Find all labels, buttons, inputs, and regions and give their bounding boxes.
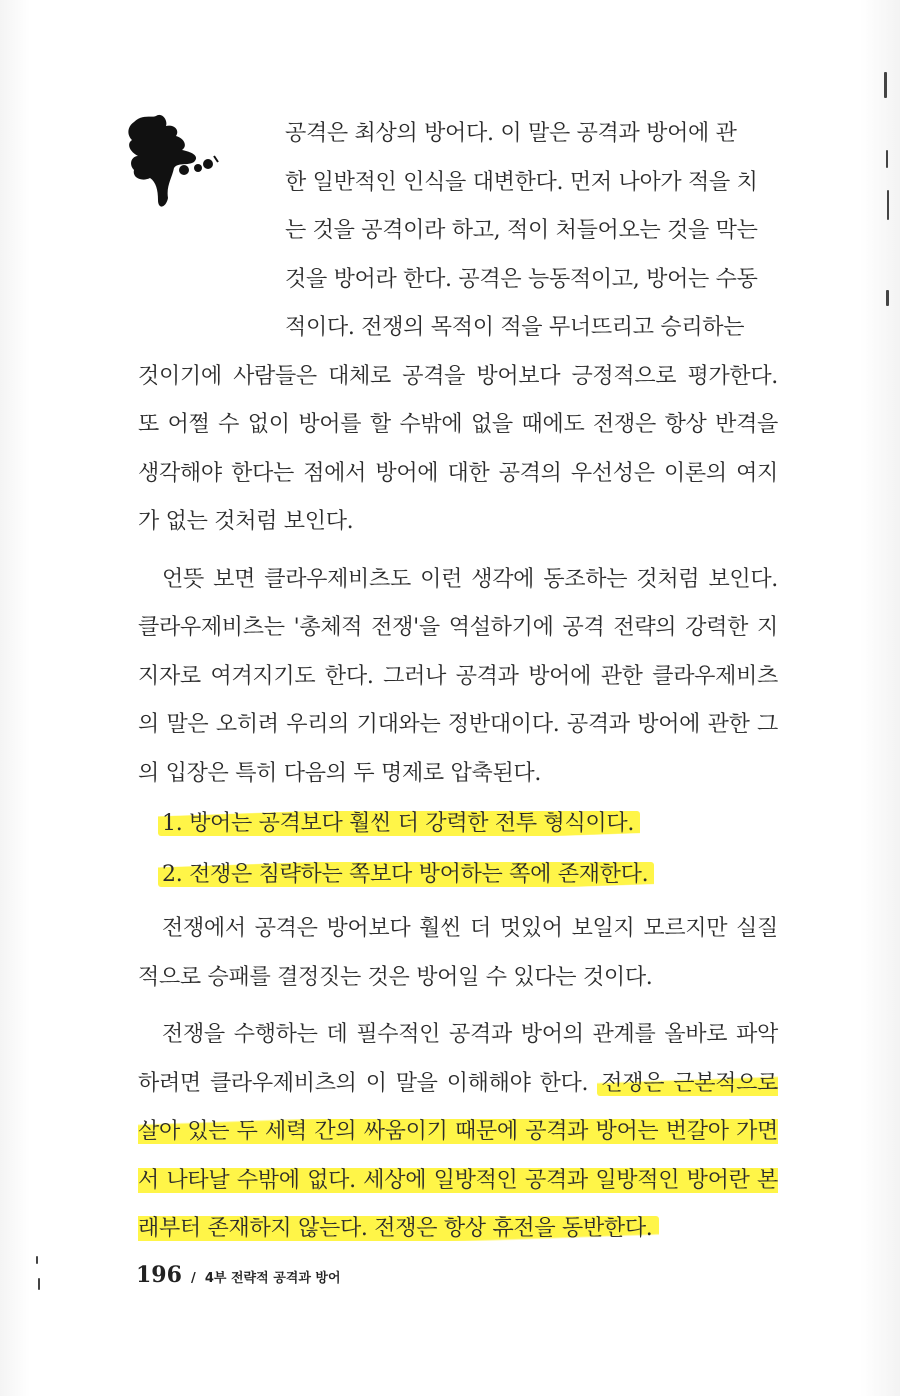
scan-mark — [886, 150, 888, 168]
paragraph-1-indented-lines — [138, 110, 778, 353]
page-footer — [136, 1262, 341, 1288]
scan-mark — [36, 1256, 38, 1264]
scan-mark — [884, 72, 887, 98]
paragraph-1-line-5: 적이다. 전쟁의 목적이 적을 무너뜨리고 승리하는 — [285, 315, 745, 340]
paragraph-1-line-2: 한 일반적인 인식을 대변한다. 먼저 나아가 적을 치 — [285, 169, 758, 195]
chapter-title: 4부 전략적 공격과 방어 — [204, 1271, 341, 1286]
paragraph-4-plain: 전쟁을 수행하는 데 필수적인 공격과 방어의 관계를 올바로 파악하려면 클라우제비츠의 이 말을 이해해야 한다. — [138, 1022, 778, 1096]
paragraph-4-highlight: 전쟁은 근본적으로 살아 있는 두 세력 간의 싸움이기 때문에 공격과 방어는 번갈아 가면서 나타날 수밖에 없다. 세상에 일방적인 공격과 일방적인 방어란 본래부터 존재하지 않는다. 전쟁은 항상 휴전을 동반한다. — [138, 1070, 778, 1241]
paragraph-1-line-3: 는 것을 공격이라 하고, 적이 처들어오는 것을 막는 — [285, 218, 758, 243]
scan-mark — [887, 190, 889, 220]
paragraph-1 — [138, 110, 778, 547]
page-number: 196 — [136, 1262, 182, 1288]
scan-mark — [886, 290, 889, 306]
proposition-1 — [158, 800, 778, 849]
paragraph-3: 전쟁에서 공격은 방어보다 훨씬 더 멋있어 보일지 모르지만 실질적으로 승패를 결정짓는 것은 방어일 수 있다는 것이다. — [138, 916, 778, 990]
scan-mark — [38, 1278, 40, 1290]
paragraph-2: 언뜻 보면 클라우제비츠도 이런 생각에 동조하는 것처럼 보인다. 클라우제비츠는 '총체적 전쟁'을 역설하기에 공격 전략의 강력한 지지자로 여겨지기도 한다. 그러나 공격과 방어에 관한 클라우제비츠의 말은 오히려 우리의 기대와는 정반대이다. 공격과 방어에 관한 그의 입장은 특히 다음의 두 명제로 압축된다. — [138, 566, 778, 786]
proposition-1-highlight: 1. 방어는 공격보다 훨씬 더 강력한 전투 형식이다. — [158, 811, 640, 836]
paragraph-4 — [138, 1011, 778, 1254]
paragraph-1-line-4: 것을 방어라 한다. 공격은 능동적이고, 방어는 수동 — [285, 266, 758, 292]
book-page-text — [138, 110, 778, 1254]
proposition-2 — [158, 851, 778, 900]
paragraph-1-line-1: 공격은 최상의 방어다. 이 말은 공격과 방어에 관 — [285, 121, 737, 146]
paragraph-1-rest: 것이기에 사람들은 대체로 공격을 방어보다 긍정적으로 평가한다. 또 어쩔 수 없이 방어를 할 수밖에 없을 때에도 전쟁은 항상 반격을 생각해야 한다는 점에서 방어에 대한 공격의 우선성은 이론의 여지가 없는 것처럼 보인다. — [138, 363, 778, 534]
footer-separator: / — [191, 1271, 196, 1286]
proposition-2-highlight: 2. 전쟁은 침략하는 쪽보다 방어하는 쪽에 존재한다. — [158, 862, 654, 887]
